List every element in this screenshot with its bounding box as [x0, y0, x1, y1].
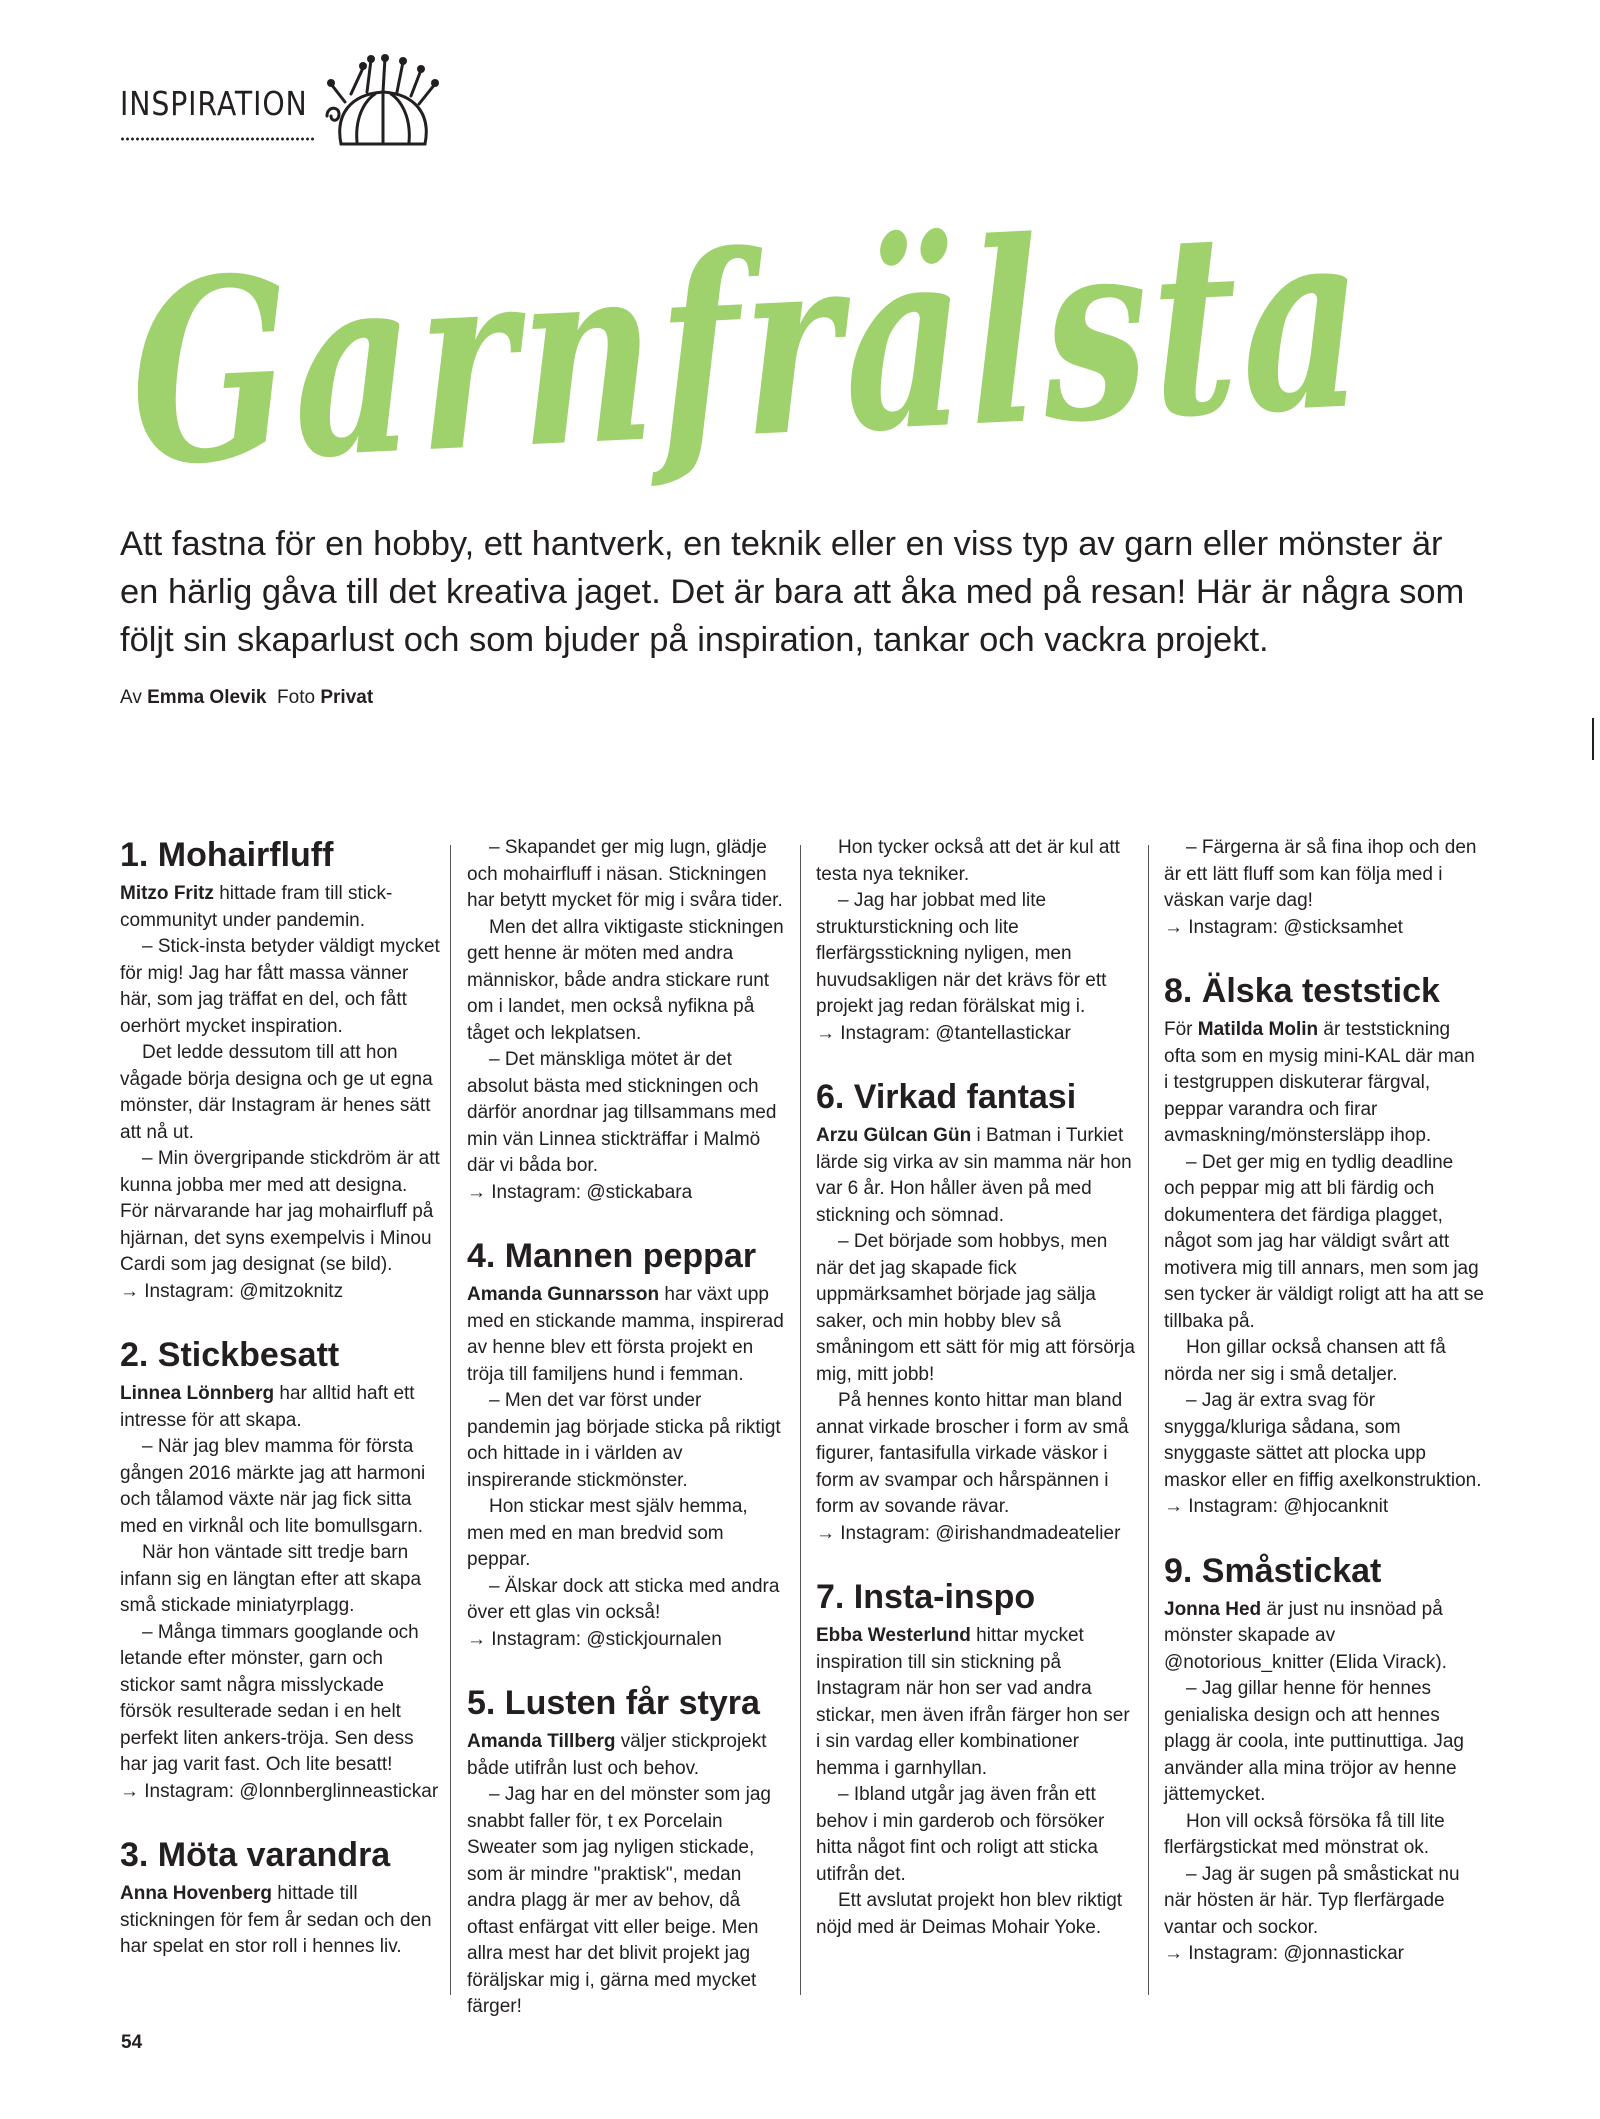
- paragraph: – Jag har en del mönster som jag snabbt faller för, t ex Porcelain Sweater som jag nyligen stickade, som är mindre "praktisk", medan andra plagg är mer av behov, då oftast enfärgat vitt eller beige. Men allra mest har det blivit projekt jag föräljskar mig i, gärna med mycket färger!: [467, 1784, 771, 2017]
- section-heading: 8. Älska teststick: [1164, 972, 1440, 1010]
- instagram-link[interactable]: → Instagram: @stickjournalen: [467, 1628, 722, 1650]
- paragraph-text: är just nu insnöad på mönster skapade av @notorious_knitter (Elida Virack).: [1164, 1598, 1447, 1673]
- person-name: Anna Hovenberg: [120, 1883, 273, 1904]
- person-name: Matilda Molin: [1197, 1019, 1319, 1040]
- edge-marker: [1592, 718, 1594, 760]
- paragraph-text: är teststickning ofta som en mysig mini-KAL där man i testgruppen diskuterar färgval, peppar varandra och firar avmaskning/mönstersläpp ihop.: [1164, 1019, 1475, 1146]
- section-heading: 5. Lusten får styra: [467, 1684, 760, 1722]
- byline: [120, 687, 373, 709]
- paragraph: – Men det var först under pandemin jag började sticka på riktigt och hittade in i världen av inspirerande stickmönster.: [467, 1390, 781, 1491]
- instagram-link[interactable]: → Instagram: @stickabara: [467, 1181, 693, 1203]
- article-columns: [120, 835, 1484, 2017]
- paragraph: Det ledde dessutom till att hon vågade börja designa och ge ut egna mönster, där Instagram är henes sätt att nå ut.: [120, 1042, 433, 1143]
- column-divider: [450, 845, 451, 1995]
- person-name: Mitzo Fritz: [120, 883, 214, 904]
- paragraph: På hennes konto hittar man bland annat virkade broscher i form av små figurer, fantasifulla virkade väskor i form av svampar och hårspännen i form av sovande rävar.: [816, 1390, 1129, 1517]
- paragraph: – Det mänskliga mötet är det absolut bästa med stickningen och därför anordnar jag tillsammans med min vän Linnea stickträffar i Malmö där vi båda bor.: [467, 1049, 777, 1176]
- instagram-link[interactable]: → Instagram: @hjocanknit: [1164, 1496, 1389, 1517]
- paragraph: [120, 1881, 440, 1961]
- paragraph: – Jag är extra svag för snygga/kluriga sådana, som snyggaste sättet att plocka upp maskor eller en fiffig axelkonstruktion.: [1164, 1390, 1482, 1491]
- paragraph-text: hittade till stickningen för fem år sedan och den har spelat en stor roll i hennes liv.: [120, 1883, 432, 1957]
- article-intro: Att fastna för en hobby, ett hantverk, en teknik eller en viss typ av garn eller mönster är en härlig gåva till det kreativa jaget. Det är bara att åka med på resan! Här är några som följt sin skaparlust och som bjuder på inspiration, tankar och vackra projekt.: [120, 525, 1465, 659]
- section-heading: 7. Insta-inspo: [816, 1578, 1036, 1616]
- paragraph: – Ibland utgår jag även från ett behov i min garderob och försöker hitta något fint och roligt att sticka utifrån det.: [816, 1784, 1105, 1885]
- column-1: [120, 835, 440, 2005]
- paragraph: [120, 881, 440, 934]
- paragraph: – Jag är sugen på småstickat nu när hösten är här. Typ flerfärgade vantar och sockor.: [1164, 1863, 1460, 1938]
- article-title: Garnfrälsta: [127, 169, 1370, 522]
- section-heading: 9. Småstickat: [1164, 1551, 1382, 1590]
- paragraph: [467, 1282, 787, 1388]
- paragraph: Hon vill också försöka få till lite flerfärgstickat med mönstrat ok.: [1164, 1810, 1445, 1858]
- page-number: 54: [121, 2032, 143, 2053]
- instagram-link[interactable]: → Instagram: @jonnastickar: [1164, 1943, 1404, 1964]
- paragraph-text: väljer stickprojekt både utifrån lust och behov.: [467, 1731, 767, 1779]
- paragraph: – Många timmars googlande och letande efter mönster, garn och stickor samt några misslyckade försök resulterade sedan i en helt perfekt liten ankers-tröja. Sen dess har jag varit fast. Och lite besatt!: [120, 1621, 419, 1775]
- section-heading: 3. Möta varandra: [120, 1836, 391, 1874]
- instagram-link[interactable]: → Instagram: @tantellastickar: [816, 1022, 1071, 1044]
- section-heading: 2. Stickbesatt: [120, 1336, 340, 1374]
- paragraph: – Jag gillar henne för hennes genialiska design och att hennes plagg är coola, inte puttinuttiga. Jag använder alla mina tröjor av henne jättemycket.: [1164, 1678, 1464, 1805]
- section-heading: 6. Virkad fantasi: [816, 1078, 1077, 1116]
- person-name: Amanda Tillberg: [467, 1731, 616, 1752]
- person-name: Jonna Hed: [1164, 1598, 1262, 1620]
- pincushion-icon: [323, 54, 443, 150]
- paragraph: – Min övergripande stickdröm är att kunna jobba mer med att designa. För närvarande har jag mohairfluff på hjärnan, det syns exempelvis i Minou Cardi som jag designat (se bild).: [120, 1148, 440, 1275]
- paragraph: Hon stickar mest själv hemma, men med en man bredvid som peppar.: [467, 1496, 748, 1570]
- paragraph: [467, 1729, 787, 1782]
- column-divider: [800, 845, 801, 1995]
- column-3: [816, 835, 1136, 2005]
- author-name: Emma Olevik: [147, 687, 267, 708]
- person-name: Linnea Lönnberg: [120, 1383, 275, 1404]
- column-4: [1164, 835, 1484, 2005]
- paragraph: När hon väntade sitt tredje barn infann sig en längtan efter att skapa små stickade miniatyrplagg.: [120, 1542, 422, 1616]
- section-heading: 4. Mannen peppar: [467, 1237, 757, 1275]
- section-label: INSPIRATION: [120, 84, 308, 123]
- paragraph: – Älskar dock att sticka med andra över ett glas vin också!: [467, 1575, 780, 1623]
- paragraph: – Det började som hobbys, men när det jag skapade fick uppmärksamhet började jag sälja saker, och min hobby blev så småningom ett sätt för mig att försörja mig, mitt jobb!: [816, 1231, 1135, 1385]
- person-name: Ebba Westerlund: [816, 1625, 971, 1646]
- paragraph: Hon gillar också chansen att få nörda ner sig i små detaljer.: [1164, 1337, 1446, 1385]
- instagram-link[interactable]: → Instagram: @sticksamhet: [1164, 916, 1403, 938]
- paragraph: – Det ger mig en tydlig deadline och peppar mig att bli färdig och dokumentera det färdiga plagget, något som jag har väldigt svårt att motivera mig till annars, men som jag sen tycker är väldigt roligt att ha att se tillbaka på.: [1164, 1151, 1484, 1332]
- photographer-name: Privat: [320, 687, 374, 708]
- paragraph-prefix: För: [1164, 1019, 1198, 1040]
- instagram-link[interactable]: → Instagram: @lonnberglinneastickar: [120, 1780, 439, 1802]
- dotted-rule: [120, 136, 315, 142]
- person-name: Amanda Gunnarsson: [467, 1284, 660, 1305]
- paragraph: Men det allra viktigaste stickningen gett henne är möten med andra människor, både andra stickare runt om i landet, men också nyfikna på tåget och lekplatsen.: [467, 916, 784, 1044]
- instagram-link[interactable]: → Instagram: @mitzoknitz: [120, 1280, 344, 1302]
- instagram-link[interactable]: → Instagram: @irishandmadeatelier: [816, 1522, 1121, 1544]
- section-header: [120, 54, 560, 144]
- person-name: Arzu Gülcan Gün: [816, 1125, 972, 1146]
- paragraph-text: har växt upp med en stickande mamma, inspirerad av henne blev ett första projekt en tröja till familjens hund i femman.: [467, 1284, 784, 1385]
- paragraph: [816, 1623, 1136, 1782]
- column-2: [467, 835, 787, 2017]
- column-divider: [1148, 845, 1149, 1995]
- paragraph-text: hittar mycket inspiration till sin stickning på Instagram när hon ser vad andra stickar, men även ifrån färger hon ser i sin vardag eller kombinationer hemma i garnhyllan.: [816, 1625, 1130, 1779]
- paragraph: [1164, 1597, 1484, 1677]
- paragraph: – Jag har jobbat med lite strukturstickning och lite flerfärgsstickning nyligen, men huvudsakligen när det krävs för ett projekt jag redan förälskat mig i.: [816, 890, 1107, 1017]
- paragraph-text: i Batman i Turkiet lärde sig virka av sin mamma när hon var 6 år. Hon håller även på med stickning och sömnad.: [816, 1125, 1132, 1226]
- paragraph: [1164, 1017, 1484, 1150]
- byline-prefix: Av: [120, 687, 142, 708]
- paragraph: [120, 1381, 440, 1434]
- paragraph-text: har alltid haft ett intresse för att skapa.: [120, 1383, 415, 1431]
- paragraph: – Stick-insta betyder väldigt mycket för mig! Jag har fått massa vänner här, som jag träffat en del, och fått oerhört mycket inspiration.: [120, 936, 440, 1037]
- paragraph-text: hittade fram till stick-communityt under pandemin.: [120, 883, 393, 931]
- paragraph: – När jag blev mamma för första gången 2016 märkte jag att harmoni och tålamod växte när jag fick sitta med en virknål och lite bomullsgarn.: [120, 1436, 426, 1537]
- paragraph: [816, 1123, 1136, 1229]
- paragraph: – Skapandet ger mig lugn, glädje och mohairfluff i näsan. Stickningen har betytt mycket för mig i svåra tider.: [467, 837, 783, 911]
- paragraph: Ett avslutat projekt hon blev riktigt nöjd med är Deimas Mohair Yoke.: [816, 1890, 1123, 1938]
- paragraph: – Färgerna är så fina ihop och den är ett lätt fluff som kan följa med i väskan varje dag!: [1164, 837, 1477, 911]
- photo-prefix: Foto: [277, 687, 316, 708]
- section-heading: 1. Mohairfluff: [120, 836, 334, 874]
- paragraph: Hon tycker också att det är kul att testa nya tekniker.: [816, 837, 1120, 885]
